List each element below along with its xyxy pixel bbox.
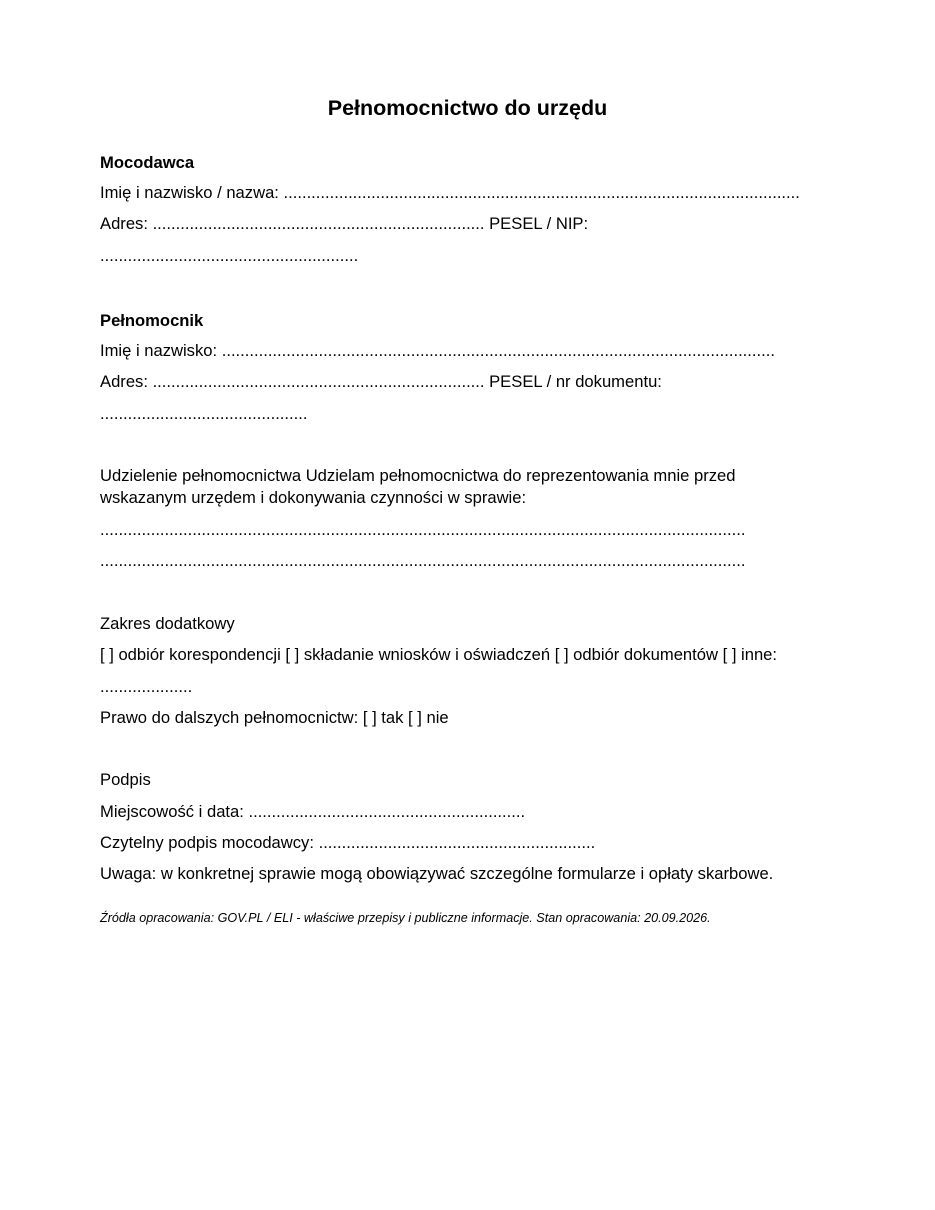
mandator-name-field: Imię i nazwisko / nazwa: ................................................................................................................ [100,183,800,202]
mandator-heading: Mocodawca [100,153,195,172]
mandator-id-field: ........................................................ [100,246,359,265]
attorney-name-field: Imię i nazwisko: ........................................................................................................................ [100,341,775,360]
attorney-id-field: ............................................. [100,404,308,423]
scope-other-blank: .................... [100,677,193,696]
grant-blank-line-1: ............................................................................................................................................ [100,520,746,539]
signature-heading: Podpis [100,770,151,789]
substitution-right: Prawo do dalszych pełnomocnictw: [ ] tak [ ] nie [100,708,449,727]
sources-footnote: Źródła opracowania: GOV.PL / ELI - właściwe przepisy i publiczne informacje. Stan opracowania: 20.09.2026. [100,911,711,925]
attorney-address-field: Adres: ........................................................................ PESEL / nr dokumentu: [100,372,662,391]
attorney-heading: Pełnomocnik [100,311,204,330]
document-title: Pełnomocnictwo do urzędu [327,96,608,120]
grant-paragraph: Udzielenie pełnomocnictwa Udzielam pełnomocnictwa do reprezentowania mnie przed wskazanym urzędem i dokonywania czynności w sprawie: [100,466,736,507]
place-date-field: Miejscowość i data: ............................................................ [100,802,526,821]
scope-heading: Zakres dodatkowy [100,614,235,633]
grant-blank-line-2: ............................................................................................................................................ [100,551,746,570]
mandator-address-field: Adres: ........................................................................ PESEL / NIP: [100,214,589,233]
legal-note: Uwaga: w konkretnej sprawie mogą obowiązywać szczególne formularze i opłaty skarbowe. [100,864,774,883]
scope-options: [ ] odbiór korespondencji [ ] składanie wniosków i oświadczeń [ ] odbiór dokumentów [ ] inne: [100,645,778,664]
signature-field: Czytelny podpis mocodawcy: ............................................................ [100,833,596,852]
